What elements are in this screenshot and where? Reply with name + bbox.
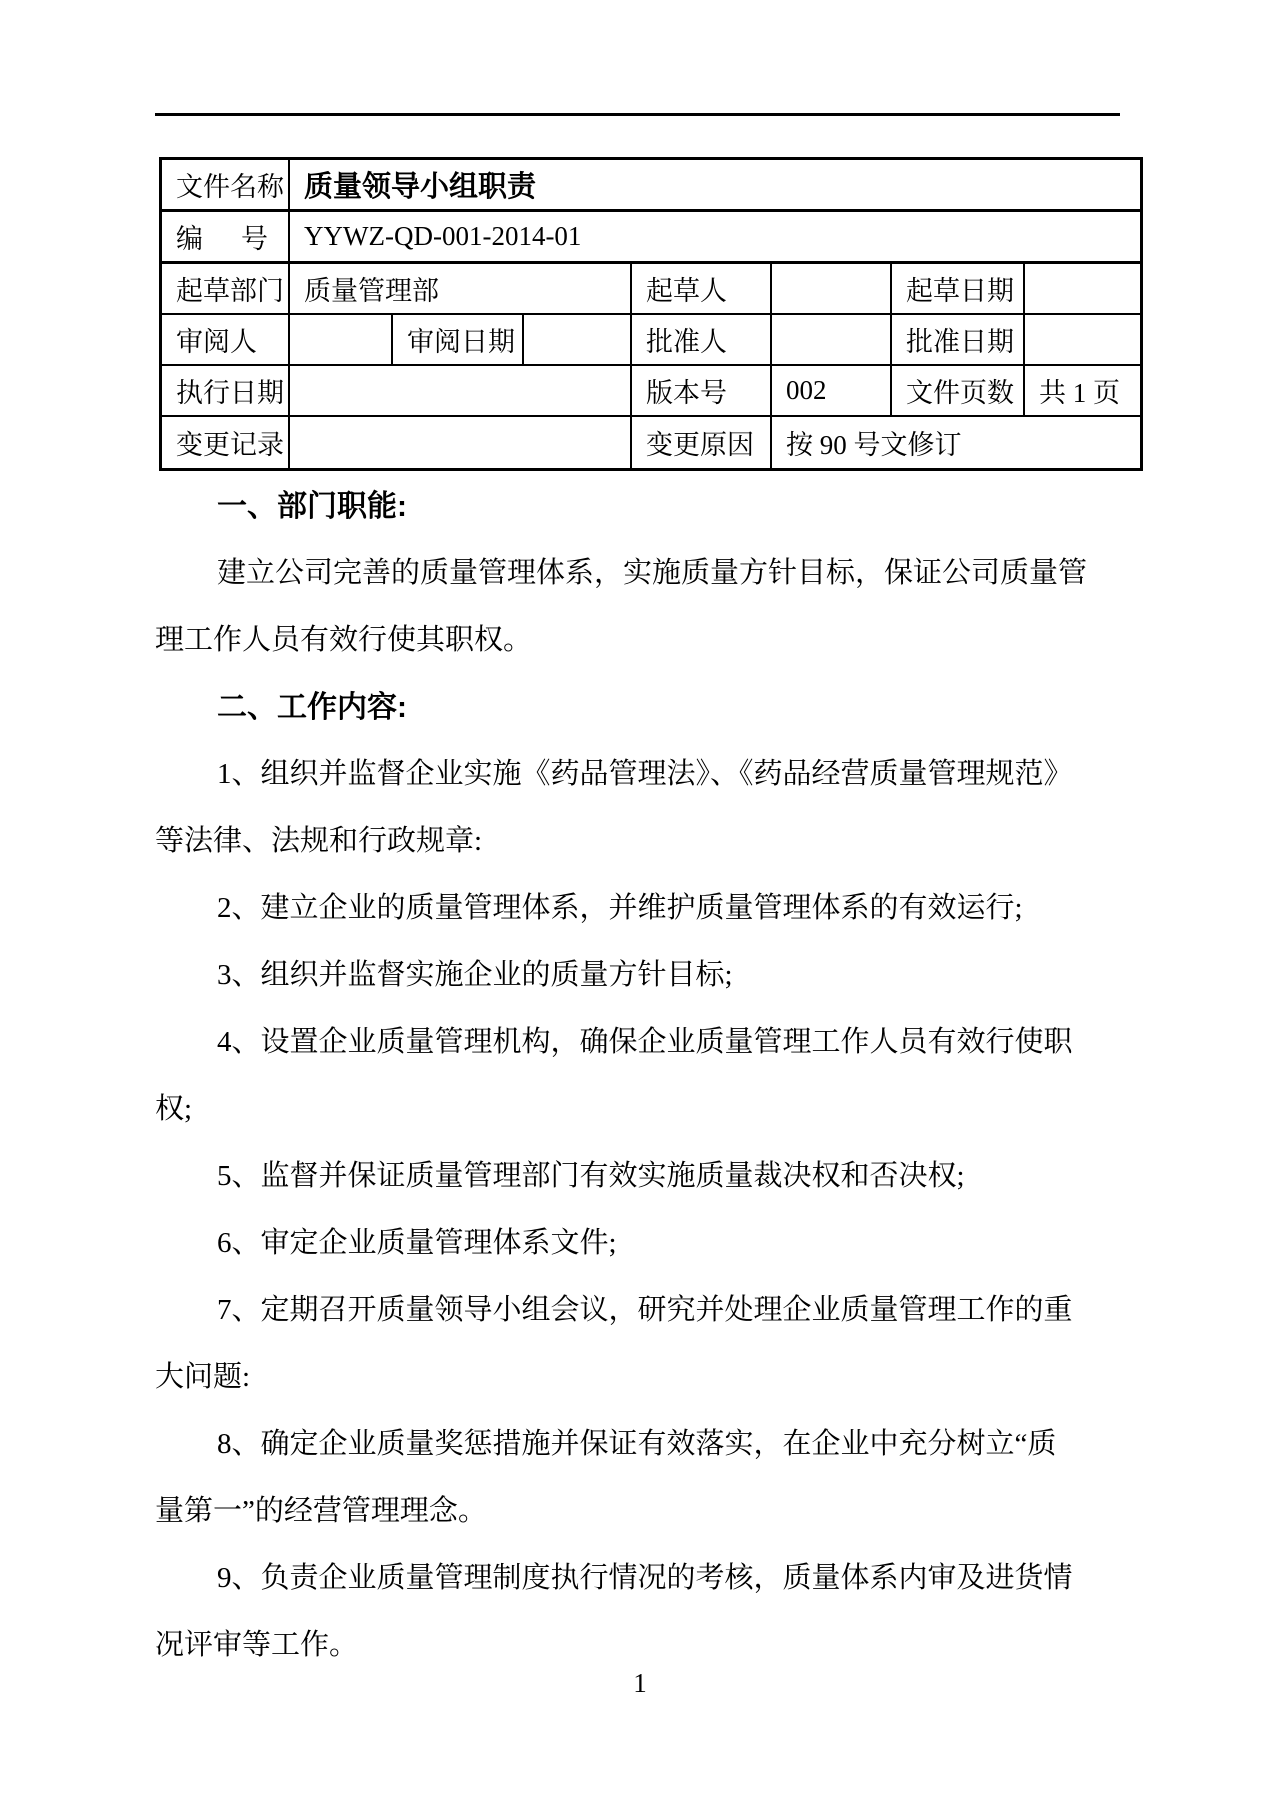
approve-date-value <box>1025 315 1140 364</box>
table-row-execution <box>162 366 1140 417</box>
review-date-label: 审阅日期 <box>393 315 524 364</box>
body-line: 1、组织并监督企业实施《药品管理法》、《药品经营质量管理规范》 <box>217 758 1073 790</box>
version-value: 002 <box>772 366 892 415</box>
drafter-label: 起草人 <box>632 264 772 313</box>
file-name-value: 质量领导小组职责 <box>304 171 537 203</box>
body-line: 2、建立企业的质量管理体系，并维护质量管理体系的有效运行; <box>217 892 1023 924</box>
document-header-table <box>159 157 1143 471</box>
body-line: 理工作人员有效行使其职权。 <box>155 624 533 656</box>
section-heading-1: 一、部门职能: <box>217 490 407 523</box>
execute-date-label: 执行日期 <box>162 366 290 415</box>
version-label: 版本号 <box>632 366 772 415</box>
approver-value <box>772 315 892 364</box>
body-line: 9、负责企业质量管理制度执行情况的考核，质量体系内审及进货情 <box>217 1562 1073 1594</box>
document-body <box>155 473 1155 1679</box>
change-reason-value: 按 90 号文修订 <box>786 430 962 460</box>
table-row-file-name <box>162 160 1140 212</box>
doc-number-value: YYWZ-QD-001-2014-01 <box>304 221 582 251</box>
doc-number-label-left: 编 <box>176 224 203 254</box>
body-line: 况评审等工作。 <box>155 1629 359 1661</box>
approver-label: 批准人 <box>632 315 772 364</box>
body-line: 3、组织并监督实施企业的质量方针目标; <box>217 959 733 991</box>
doc-number-label-right: 号 <box>241 224 268 254</box>
body-line: 8、确定企业质量奖惩措施并保证有效落实，在企业中充分树立“质 <box>217 1428 1057 1460</box>
reviewer-label: 审阅人 <box>162 315 290 364</box>
table-row-review <box>162 315 1140 366</box>
table-row-draft <box>162 264 1140 315</box>
draft-date-value <box>1025 264 1140 313</box>
body-line: 等法律、法规和行政规章: <box>155 825 483 857</box>
body-line: 建立公司完善的质量管理体系，实施质量方针目标，保证公司质量管 <box>217 557 1088 589</box>
table-row-change <box>162 417 1140 468</box>
section-heading-2: 二、工作内容: <box>217 691 407 724</box>
body-line: 5、监督并保证质量管理部门有效实施质量裁决权和否决权; <box>217 1160 965 1192</box>
body-line: 7、定期召开质量领导小组会议，研究并处理企业质量管理工作的重 <box>217 1294 1073 1326</box>
file-name-label: 文件名称 <box>162 160 290 209</box>
drafter-value <box>772 264 892 313</box>
page-number: 1 <box>633 1668 647 1698</box>
page-count-value: 共 1 页 <box>1039 378 1120 408</box>
body-line: 量第一”的经营管理理念。 <box>155 1495 487 1527</box>
draft-date-label: 起草日期 <box>892 264 1025 313</box>
draft-dept-value: 质量管理部 <box>290 264 632 313</box>
review-date-value <box>524 315 632 364</box>
change-record-value <box>290 417 632 468</box>
change-reason-label: 变更原因 <box>632 417 772 468</box>
body-line: 权; <box>155 1093 193 1125</box>
execute-date-value <box>290 366 632 415</box>
table-row-doc-number <box>162 212 1140 264</box>
page-count-label: 文件页数 <box>892 366 1025 415</box>
header-rule <box>155 113 1120 116</box>
approve-date-label: 批准日期 <box>892 315 1025 364</box>
reviewer-value <box>290 315 393 364</box>
body-line: 大问题: <box>155 1361 251 1393</box>
body-line: 6、审定企业质量管理体系文件; <box>217 1227 617 1259</box>
change-record-label: 变更记录 <box>162 417 290 468</box>
draft-dept-label: 起草部门 <box>162 264 290 313</box>
body-line: 4、设置企业质量管理机构，确保企业质量管理工作人员有效行使职 <box>217 1026 1073 1058</box>
doc-number-label <box>162 212 290 261</box>
